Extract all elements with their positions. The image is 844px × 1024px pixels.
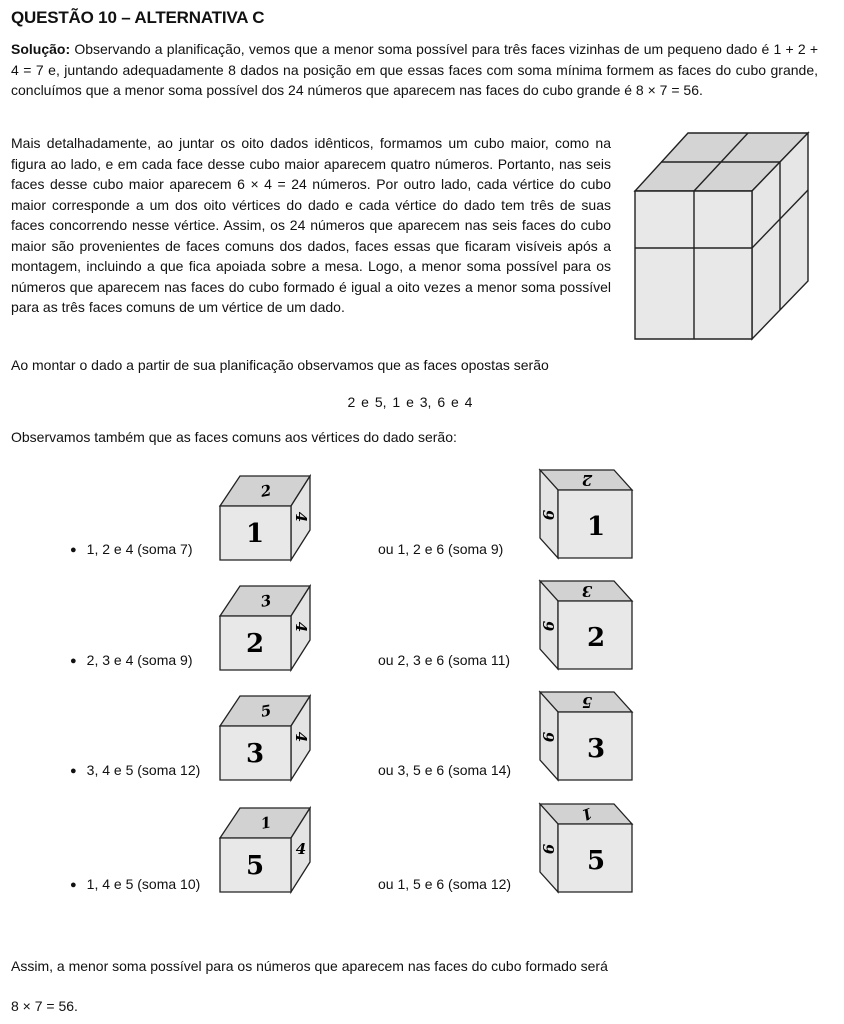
die-top-number: 1 (259, 813, 273, 833)
die-side-number: 4 (292, 731, 310, 743)
result-text: 8 × 7 = 56. (11, 998, 78, 1014)
die-front-number: 3 (245, 739, 265, 769)
die-front-number: 2 (245, 629, 265, 659)
opposite-pairs: 2 e 5, 1 e 3, 6 e 4 (347, 394, 473, 410)
vertex-option-left: ● 3, 4 e 5 (soma 12) (70, 762, 200, 778)
vertex-option-left: ● 2, 3 e 4 (soma 9) (70, 652, 192, 668)
page-title: QUESTÃO 10 – ALTERNATIVA C (11, 8, 265, 27)
vertex-option-right: ou 2, 3 e 6 (soma 11) (378, 652, 511, 668)
solution-paragraph (11, 39, 818, 101)
die-top-number: 3 (259, 591, 273, 611)
big-cube-figure (630, 128, 814, 346)
die-top-number: 5 (259, 701, 273, 721)
die-icon (536, 800, 636, 896)
die-front-number: 1 (245, 519, 265, 549)
die-icon (536, 577, 636, 673)
die-side-number: 4 (292, 511, 310, 523)
die-front-number: 5 (586, 846, 606, 876)
die-top-number: 2 (259, 481, 273, 501)
die-icon (536, 688, 636, 784)
vertex-option-left: ● 1, 4 e 5 (soma 10) (70, 876, 200, 892)
die-icon (216, 472, 326, 564)
die-top-number: 5 (581, 693, 593, 711)
vertex-option-right: ou 1, 2 e 6 (soma 9) (378, 541, 504, 557)
die-side-number: 4 (292, 621, 310, 633)
die-side-number: 4 (295, 840, 307, 858)
die-front-number: 1 (586, 512, 606, 542)
die-icon (216, 692, 326, 784)
opposite-faces-intro: Ao montar o dado a partir de sua planificação observamos que as faces opostas serão (11, 357, 549, 373)
die-icon (216, 804, 326, 896)
die-icon (216, 582, 326, 674)
die-side-number: 6 (540, 509, 558, 521)
die-top-number: 2 (581, 471, 593, 489)
vertex-option-left: ● 1, 2 e 4 (soma 7) (70, 541, 192, 557)
die-side-number: 6 (540, 731, 558, 743)
die-top-number: 3 (581, 582, 593, 600)
die-front-number: 2 (586, 623, 606, 653)
die-top-number: 1 (579, 803, 595, 825)
die-side-number: 6 (540, 843, 558, 855)
die-front-number: 3 (586, 734, 606, 764)
vertex-option-right: ou 1, 5 e 6 (soma 12) (378, 876, 512, 892)
die-front-number: 5 (245, 851, 265, 881)
die-icon (536, 466, 636, 562)
common-faces-intro: Observamos também que as faces comuns aos vértices do dado serão: (11, 429, 457, 445)
solution-label: Solução: (11, 41, 71, 57)
vertex-option-right: ou 3, 5 e 6 (soma 14) (378, 762, 512, 778)
solution-text: Observando a planificação, vemos que a menor soma possível para três faces vizinhas de um pequeno dado é 1 + 2 + 4 = 7 e, juntando adequadamente 8 dados na posição em que essas faces com soma mínima formem as faces do cubo grande, concluímos que a menor soma possível dos 24 números que aparecem nas faces do cubo grande é 8 × 7 = 56. (11, 41, 818, 98)
conclusion-text: Assim, a menor soma possível para os números que aparecem nas faces do cubo formado será (11, 958, 608, 974)
detail-paragraph: Mais detalhadamente, ao juntar os oito dados idênticos, formamos um cubo maior, como na figura ao lado, e em cada face desse cubo maior aparecem quatro números. Portanto, nas seis faces desse cubo maior aparecem 6 × 4 = 24 números. Por outro lado, cada vértice do cubo maior corresponde a um dos oito vértices do dado e cada vértice do dado tem três de suas faces concorrendo nesse vértice. Assim, os 24 números que aparecem nas seis faces do cubo maior são provenientes de faces comuns dos dados, faces essas que ficaram visíveis após a montagem, incluindo a que fica apoiada sobre a mesa. Logo, a menor soma possível para os números que aparecem nas faces do cubo formado é igual a oito vezes a menor soma possível para as três faces comuns de um vértice de um dado. (11, 135, 611, 315)
die-side-number: 6 (540, 620, 558, 632)
